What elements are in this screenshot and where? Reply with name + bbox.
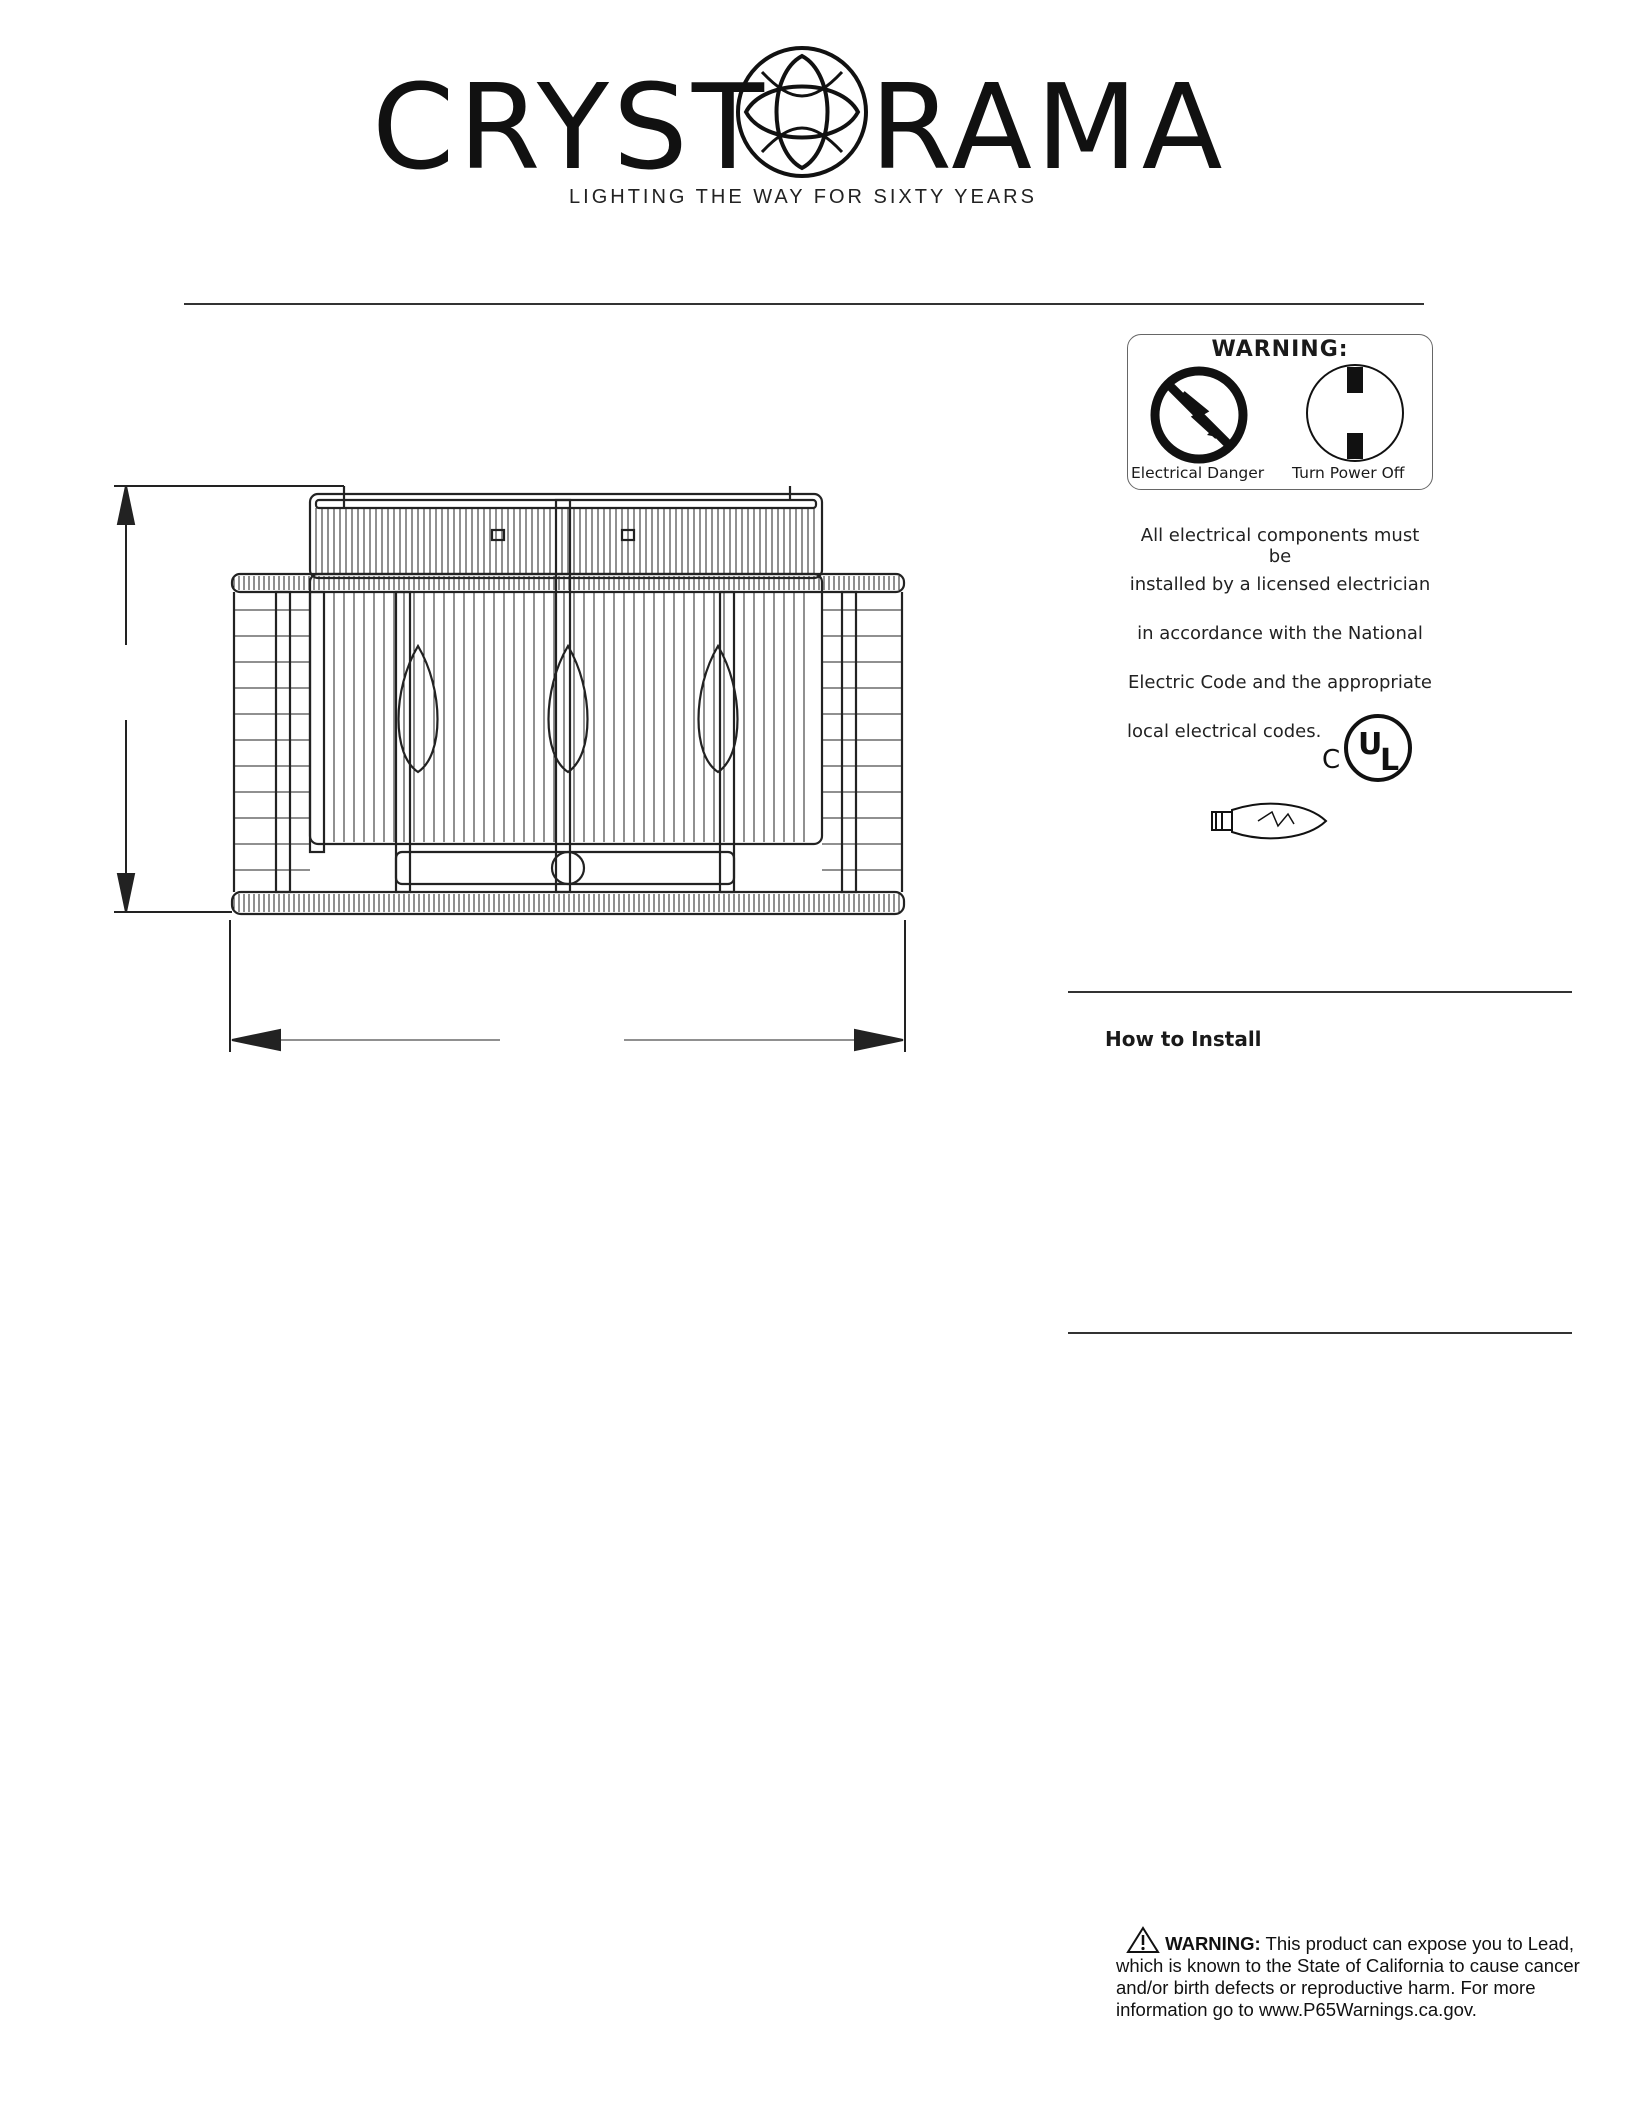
install-bottom-divider	[1068, 1332, 1572, 1334]
prop65-warning	[1116, 1926, 1586, 2021]
warning-title: WARNING:	[1211, 337, 1349, 362]
electrical-notice-line: in accordance with the National	[1137, 623, 1423, 644]
power-off-switch-icon	[1303, 361, 1407, 465]
ul-c-letter: C	[1322, 745, 1341, 775]
ul-l-letter: L	[1380, 743, 1400, 778]
brand-name-left: CRYST	[372, 58, 768, 196]
prop65-text: which is known to the State of California to cause cancer	[1116, 1955, 1580, 1976]
prop65-label: WARNING:	[1165, 1933, 1261, 1954]
caution-triangle-icon	[1126, 1926, 1160, 1954]
electrical-notice-line: Electric Code and the appropriate	[1128, 672, 1432, 693]
header-divider	[184, 303, 1424, 305]
brand-tagline: LIGHTING THE WAY FOR SIXTY YEARS	[569, 186, 1037, 208]
ul-u-letter: U	[1358, 727, 1383, 762]
prop65-text: and/or birth defects or reproductive harm. For more	[1116, 1977, 1536, 1998]
electrical-notice-line: installed by a licensed electrician	[1129, 574, 1431, 595]
turn-power-off-caption: Turn Power Off	[1292, 464, 1405, 482]
prop65-text: information go to www.P65Warnings.ca.gov.	[1116, 1999, 1477, 2020]
prop65-text: This product can expose you to Lead,	[1265, 1933, 1575, 1954]
electrical-notice-line: All electrical components must be	[1140, 525, 1420, 567]
brand-name-right: RAMA	[870, 58, 1227, 196]
how-to-install-heading: How to Install	[1105, 1027, 1262, 1051]
no-electricity-icon	[1147, 363, 1251, 467]
fixture-dimension-drawing	[100, 470, 920, 1070]
ul-certification-icon	[1322, 710, 1416, 788]
candelabra-bulb-icon	[1208, 798, 1332, 844]
electrical-danger-caption: Electrical Danger	[1131, 464, 1265, 482]
electrical-notice-line: local electrical codes.	[1127, 721, 1322, 742]
prop65-first-line	[1116, 1926, 1586, 1955]
install-top-divider	[1068, 991, 1572, 993]
